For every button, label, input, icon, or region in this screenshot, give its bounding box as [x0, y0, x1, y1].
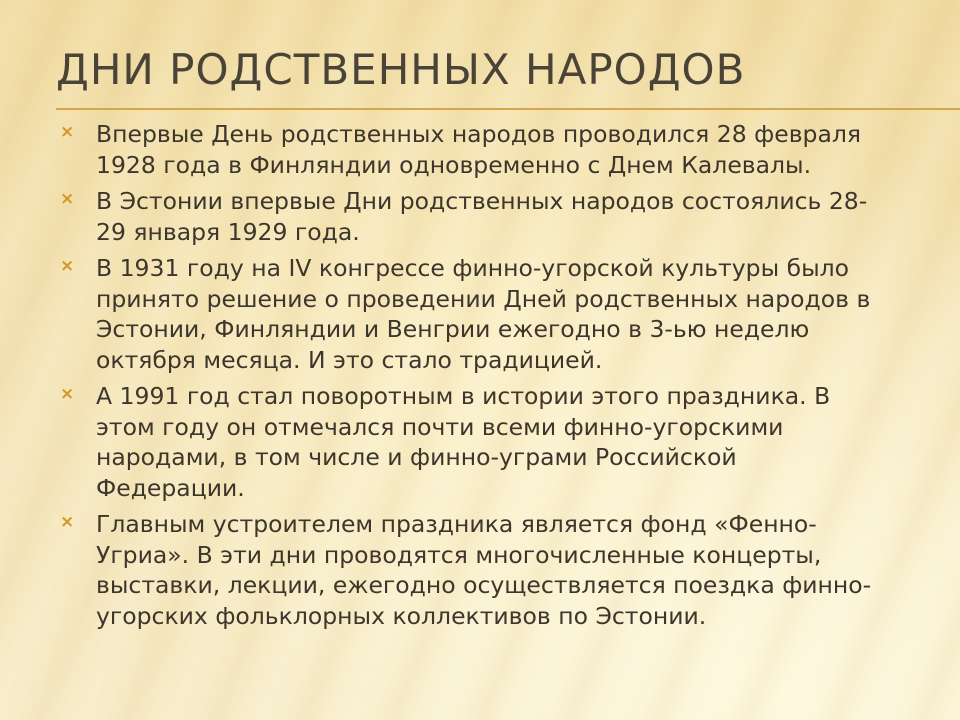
bullet-item	[56, 186, 886, 247]
bullet-text: Впервые День родственных народов проводился 28 февраля 1928 года в Финляндии одновременно с Днем Калевалы.	[96, 120, 862, 179]
slide-title: ДНИ РОДСТВЕННЫХ НАРОДОВ	[56, 45, 746, 94]
bullet-item	[56, 253, 886, 375]
bullet-item	[56, 381, 886, 503]
bullet-text: В 1931 году на IV конгрессе финно-угорской культуры было принято решение о проведении Дней родственных народов в Эстонии, Финляндии и Венгрии ежегодно в 3-ью неделю октября месяца. И это стало традицией.	[96, 254, 871, 374]
bullet-item	[56, 509, 886, 631]
bullet-cross-icon: ×	[60, 189, 75, 209]
title-divider	[56, 108, 960, 110]
bullet-cross-icon: ×	[60, 122, 75, 142]
bullet-cross-icon: ×	[60, 256, 75, 276]
bullet-item	[56, 119, 886, 180]
bullet-cross-icon: ×	[60, 512, 75, 532]
bullet-text: Главным устроителем праздника является фонд «Фенно-Угриа». В эти дни проводятся многочисленные концерты, выставки, лекции, ежегодно осуществляется поездка финно-угорских фольклорных коллективов по Эстонии.	[96, 510, 872, 630]
bullet-list	[56, 119, 886, 637]
bullet-cross-icon: ×	[60, 384, 75, 404]
bullet-text: В Эстонии впервые Дни родственных народов состоялись 28-29 января 1929 года.	[96, 187, 868, 246]
bullet-text: А 1991 год стал поворотным в истории этого праздника. В этом году он отмечался почти всеми финно-угорскими народами, в том числе и финно-уграми Российской Федерации.	[96, 382, 831, 502]
